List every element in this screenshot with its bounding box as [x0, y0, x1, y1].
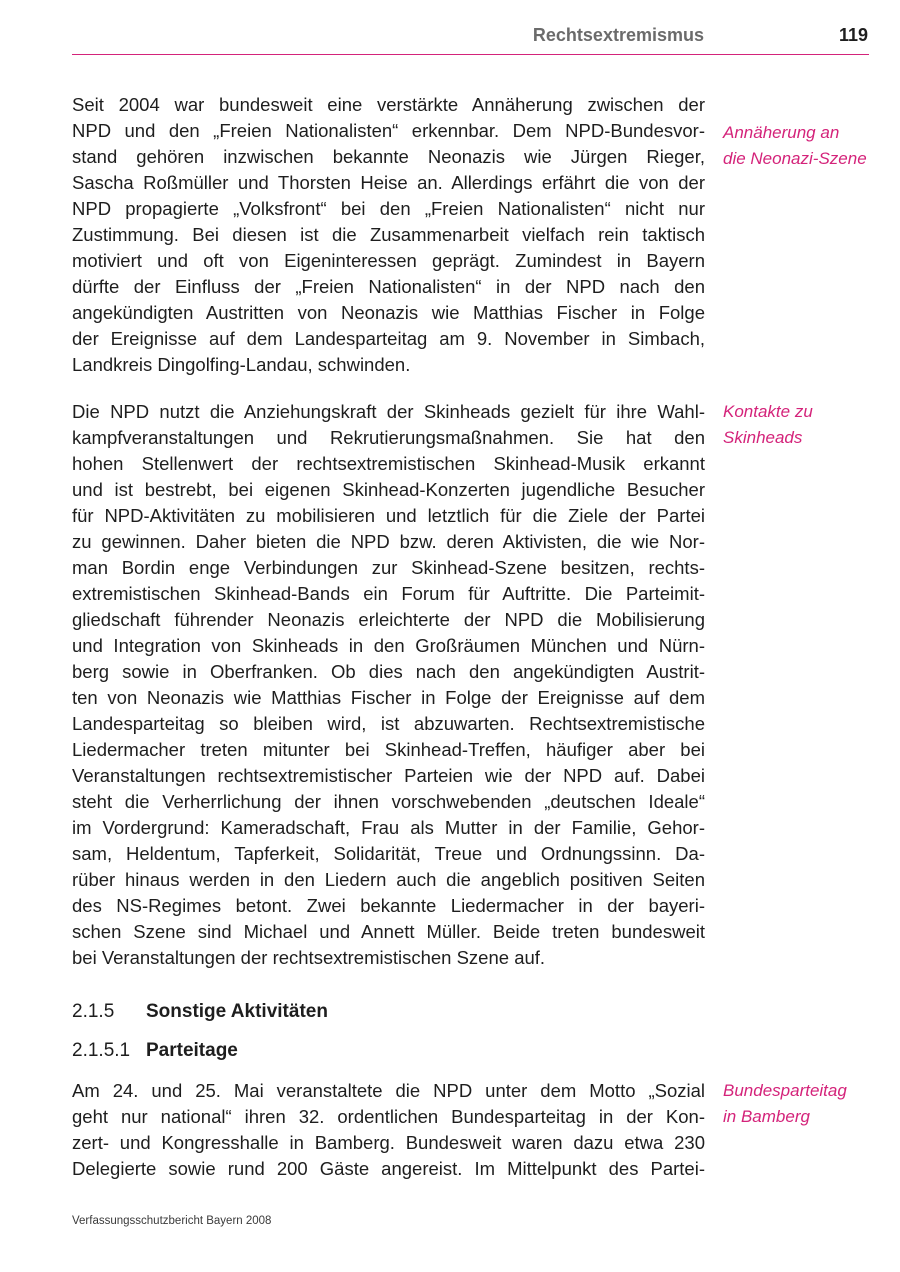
text-line: gliedschaft führender Neonazis erleichterte der NPD die Mobilisierung	[72, 609, 705, 630]
text-line: Am 24. und 25. Mai veranstaltete die NPD unter dem Motto „Sozial	[72, 1080, 705, 1101]
text-line: und Integration von Skinheads in den Großräumen München und Nürn-	[72, 635, 705, 656]
margin-note-line: Skinheads	[723, 428, 803, 447]
text-line: zert- und Kongresshalle in Bamberg. Bundesweit waren dazu etwa 230	[72, 1132, 705, 1153]
section-number: 2.1.5	[72, 1001, 115, 1022]
margin-note-bundesparteitag	[723, 1078, 893, 1130]
text-line: und ist bestrebt, bei eigenen Skinhead-Konzerten jugendliche Besucher	[72, 479, 705, 500]
text-line: hohen Stellenwert der rechtsextremistischen Skinhead-Musik erkannt	[72, 453, 705, 474]
text-line: Veranstaltungen rechtsextremistischer Parteien wie der NPD auf. Dabei	[72, 765, 705, 786]
text-line: kampfveranstaltungen und Rekrutierungsmaßnahmen. Sie hat den	[72, 427, 705, 448]
text-line: Sascha Roßmüller und Thorsten Heise an. Allerdings erfährt die von der	[72, 172, 705, 193]
section-heading-2-1-5	[72, 999, 328, 1025]
margin-note-neonazi-szene	[723, 120, 893, 172]
text-line: NPD propagierte „Volksfront“ bei den „Freien Nationalisten“ nicht nur	[72, 198, 705, 219]
margin-note-skinheads	[723, 399, 893, 451]
text-line: zu gewinnen. Daher bieten die NPD bzw. deren Aktivisten, die wie Nor-	[72, 531, 705, 552]
margin-note-line: in Bamberg	[723, 1107, 810, 1126]
section-heading-2-1-5-1	[72, 1038, 238, 1064]
text-line: extremistischen Skinhead-Bands ein Forum für Auftritte. Die Parteimit-	[72, 583, 705, 604]
running-header-title: Rechtsextremismus	[532, 25, 704, 45]
text-line: stand gehören inzwischen bekannte Neonazis wie Jürgen Rieger,	[72, 146, 705, 167]
text-line: der Ereignisse auf dem Landesparteitag am 9. November in Simbach,	[72, 328, 705, 349]
text-line: Landesparteitag so bleiben wird, ist abzuwarten. Rechtsextremistische	[72, 713, 705, 734]
margin-note-line: Annäherung an	[723, 123, 840, 142]
text-line: Liedermacher treten mitunter bei Skinhead-Treffen, häufiger aber bei	[72, 739, 705, 760]
text-line: Die NPD nutzt die Anziehungskraft der Skinheads gezielt für ihre Wahl-	[72, 401, 705, 422]
text-line: Delegierte sowie rund 200 Gäste angereist. Im Mittelpunkt des Partei-	[72, 1158, 705, 1179]
text-line: NPD und den „Freien Nationalisten“ erkennbar. Dem NPD-Bundesvor-	[72, 120, 705, 141]
page-number: 119	[838, 25, 868, 45]
text-line: man Bordin enge Verbindungen zur Skinhead-Szene besitzen, rechts-	[72, 557, 705, 578]
paragraph-skinheads	[72, 399, 705, 971]
text-line: ten von Neonazis wie Matthias Fischer in Folge der Ereignisse auf dem	[72, 687, 705, 708]
text-line: im Vordergrund: Kameradschaft, Frau als Mutter in der Familie, Gehor-	[72, 817, 705, 838]
paragraph-neonazi-szene	[72, 92, 705, 378]
page-footer: Verfassungsschutzbericht Bayern 2008	[72, 1215, 272, 1227]
text-line: angekündigten Austritten von Neonazis wie Matthias Fischer in Folge	[72, 302, 705, 323]
text-line: Landkreis Dingolfing-Landau, schwinden.	[72, 354, 411, 375]
section-title: Sonstige Aktivitäten	[146, 1001, 328, 1022]
running-header	[72, 24, 869, 55]
text-line: berg sowie in Oberfranken. Ob dies nach den angekündigten Austrit-	[72, 661, 705, 682]
text-line: dürfte der Einfluss der „Freien Nationalisten“ in der NPD nach den	[72, 276, 705, 297]
text-line: rüber hinaus werden in den Liedern auch die angeblich positiven Seiten	[72, 869, 705, 890]
section-number: 2.1.5.1	[72, 1040, 131, 1061]
text-line: motiviert und oft von Eigeninteressen geprägt. Zumindest in Bayern	[72, 250, 705, 271]
text-line: des NS-Regimes betont. Zwei bekannte Liedermacher in der bayeri-	[72, 895, 705, 916]
margin-note-line: die Neonazi-Szene	[723, 149, 867, 168]
margin-note-line: Bundesparteitag	[723, 1081, 847, 1100]
text-line: bei Veranstaltungen der rechtsextremistischen Szene auf.	[72, 947, 546, 968]
text-line: schen Szene sind Michael und Annett Müller. Beide treten bundesweit	[72, 921, 705, 942]
text-line: für NPD-Aktivitäten zu mobilisieren und letztlich für die Ziele der Partei	[72, 505, 705, 526]
text-line: Seit 2004 war bundesweit eine verstärkte Annäherung zwischen der	[72, 94, 705, 115]
text-line: sam, Heldentum, Tapferkeit, Solidarität, Treue und Ordnungssinn. Da-	[72, 843, 705, 864]
section-title: Parteitage	[146, 1040, 238, 1061]
margin-note-line: Kontakte zu	[723, 402, 813, 421]
text-line: steht die Verherrlichung der ihnen vorschwebenden „deutschen Ideale“	[72, 791, 705, 812]
text-line: geht nur national“ ihren 32. ordentlichen Bundesparteitag in der Kon-	[72, 1106, 705, 1127]
paragraph-bundesparteitag	[72, 1078, 705, 1182]
text-line: Zustimmung. Bei diesen ist die Zusammenarbeit vielfach rein taktisch	[72, 224, 705, 245]
